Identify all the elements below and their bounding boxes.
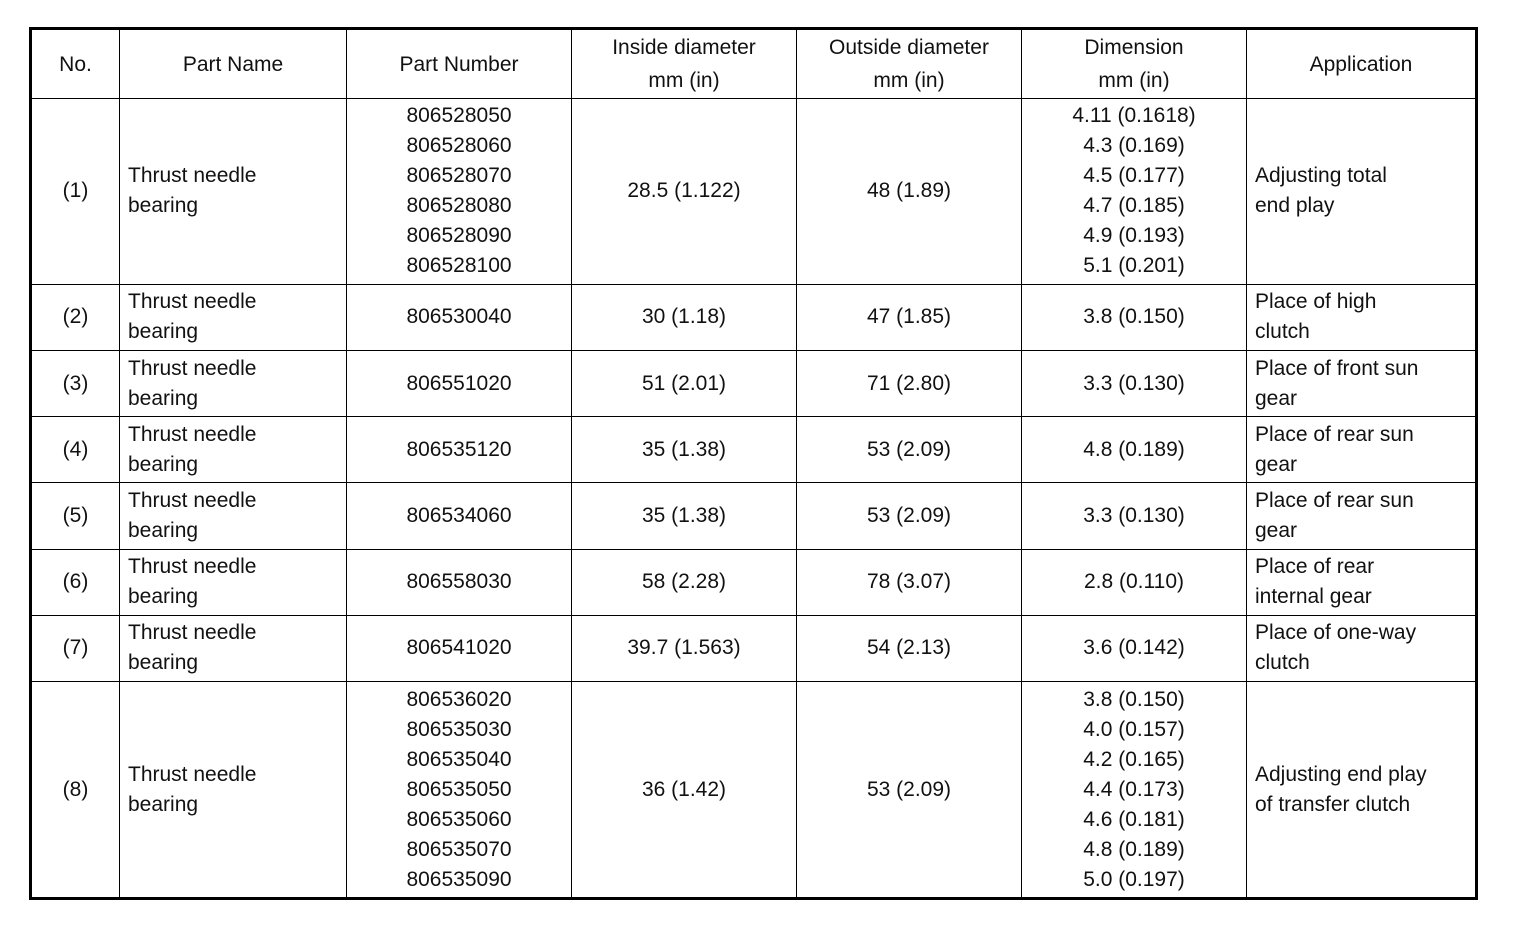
dimension-value: 4.5 (0.177) (1083, 164, 1185, 188)
cell-application (1247, 615, 1477, 681)
cell-dimension (1022, 284, 1247, 350)
part-number-value: 806534060 (406, 504, 512, 527)
part-number-value: 806530040 (406, 305, 512, 329)
dimension-value: 4.6 (0.181) (1083, 807, 1185, 831)
cell-inside-diameter: 30 (1.18) (572, 284, 797, 350)
part-name-line: bearing (128, 651, 199, 675)
dimension-value: 4.3 (0.169) (1083, 134, 1185, 158)
part-number-value: 806528070 (406, 164, 512, 188)
application-line: Adjusting total (1255, 164, 1387, 188)
cell-no: (7) (31, 615, 120, 681)
table-row (31, 483, 1477, 549)
application-line: clutch (1255, 651, 1310, 675)
cell-dimension (1022, 549, 1247, 615)
part-name-line: Thrust needle (128, 356, 257, 380)
header-text: Dimension (1084, 36, 1184, 59)
header-text: mm (in) (1098, 69, 1170, 92)
cell-part-number (347, 682, 572, 899)
cell-no: (6) (31, 549, 120, 615)
header-part-number (347, 29, 572, 99)
dimension-value: 4.4 (0.173) (1083, 777, 1185, 801)
cell-outside-diameter: 71 (2.80) (797, 350, 1022, 416)
header-row (31, 29, 1477, 99)
dimension-value: 2.8 (0.110) (1083, 570, 1184, 594)
cell-application (1247, 350, 1477, 416)
part-number-value: 806528060 (406, 134, 512, 158)
cell-outside-diameter: 53 (2.09) (797, 682, 1022, 899)
application-line: Place of rear sun (1255, 422, 1414, 446)
part-name-line: bearing (128, 452, 199, 476)
table-row (31, 682, 1477, 899)
cell-outside-diameter: 47 (1.85) (797, 284, 1022, 350)
table-row (31, 549, 1477, 615)
cell-no: (4) (31, 417, 120, 483)
dimension-value: 3.8 (0.150) (1083, 687, 1185, 711)
part-name-line: Thrust needle (128, 164, 257, 188)
header-outside-diameter (797, 29, 1022, 99)
header-text: Part Number (399, 52, 519, 76)
cell-outside-diameter: 53 (2.09) (797, 483, 1022, 549)
application-line: end play (1255, 194, 1335, 218)
part-number-value: 806535120 (406, 437, 512, 461)
cell-outside-diameter: 78 (3.07) (797, 549, 1022, 615)
header-no (31, 29, 120, 99)
header-part-name (120, 29, 347, 99)
application-line: clutch (1255, 320, 1310, 344)
cell-part-name (120, 483, 347, 549)
part-number-value: 806536020 (406, 687, 512, 711)
cell-inside-diameter: 35 (1.38) (572, 417, 797, 483)
dimension-value: 4.11 (0.1618) (1072, 104, 1196, 128)
cell-no: (1) (31, 99, 120, 285)
cell-dimension (1022, 615, 1247, 681)
part-name-line: Thrust needle (128, 621, 257, 645)
part-name-line: bearing (128, 585, 199, 609)
table-row (31, 615, 1477, 681)
part-number-value: 806551020 (406, 371, 512, 395)
application-line: gear (1255, 519, 1298, 542)
part-number-value: 806535070 (406, 837, 512, 861)
cell-inside-diameter: 35 (1.38) (572, 483, 797, 549)
cell-part-name (120, 417, 347, 483)
application-line: of transfer clutch (1255, 792, 1411, 816)
cell-inside-diameter: 28.5 (1.122) (572, 99, 797, 285)
header-text: Application (1309, 52, 1413, 76)
cell-part-name (120, 615, 347, 681)
application-line: Place of high (1255, 290, 1377, 314)
cell-outside-diameter: 48 (1.89) (797, 99, 1022, 285)
part-name-line: Thrust needle (128, 762, 257, 786)
part-number-value: 806528080 (406, 194, 512, 218)
dimension-value: 3.6 (0.142) (1083, 636, 1185, 660)
part-name-line: bearing (128, 792, 199, 816)
dimension-value: 3.3 (0.130) (1083, 371, 1185, 395)
dimension-value: 4.0 (0.157) (1083, 717, 1185, 741)
part-number-value: 806535050 (406, 777, 512, 801)
cell-part-number (347, 417, 572, 483)
header-text: mm (in) (648, 69, 720, 92)
header-text: Part Name (182, 52, 284, 76)
application-line: Place of rear (1255, 555, 1375, 579)
part-number-value: 806558030 (406, 570, 512, 594)
header-text: No. (59, 52, 92, 76)
part-name-line: bearing (128, 386, 199, 410)
table-row (31, 284, 1477, 350)
cell-part-number (347, 549, 572, 615)
dimension-value: 3.3 (0.130) (1083, 504, 1185, 527)
header-text: Inside diameter (612, 36, 756, 59)
cell-inside-diameter: 51 (2.01) (572, 350, 797, 416)
part-number-value: 806528050 (406, 104, 512, 128)
cell-part-number (347, 99, 572, 285)
part-number-value: 806535060 (406, 807, 512, 831)
cell-dimension (1022, 99, 1247, 285)
cell-no: (5) (31, 483, 120, 549)
cell-dimension (1022, 682, 1247, 899)
dimension-value: 4.2 (0.165) (1083, 747, 1185, 771)
dimension-value: 4.8 (0.189) (1083, 837, 1185, 861)
part-name-line: Thrust needle (128, 489, 257, 512)
cell-part-number (347, 284, 572, 350)
part-number-value: 806541020 (406, 636, 512, 660)
part-name-line: bearing (128, 194, 199, 218)
cell-inside-diameter: 36 (1.42) (572, 682, 797, 899)
header-inside-diameter (572, 29, 797, 99)
cell-part-name (120, 549, 347, 615)
cell-application (1247, 99, 1477, 285)
part-name-line: Thrust needle (128, 555, 257, 579)
header-application (1247, 29, 1477, 99)
cell-inside-diameter: 39.7 (1.563) (572, 615, 797, 681)
part-number-value: 806535030 (406, 717, 512, 741)
table-row (31, 99, 1477, 285)
application-line: gear (1255, 452, 1298, 476)
part-name-line: bearing (128, 320, 199, 344)
cell-application (1247, 483, 1477, 549)
part-name-line: Thrust needle (128, 422, 257, 446)
cell-part-number (347, 483, 572, 549)
part-name-line: bearing (128, 519, 199, 542)
dimension-value: 4.7 (0.185) (1083, 194, 1185, 218)
dimension-value: 3.8 (0.150) (1083, 305, 1185, 329)
part-number-value: 806535040 (406, 747, 512, 771)
part-number-value: 806535090 (406, 867, 512, 891)
dimension-value: 5.0 (0.197) (1083, 867, 1185, 891)
dimension-value: 4.9 (0.193) (1083, 224, 1185, 248)
application-line: Place of rear sun (1255, 489, 1414, 512)
table-row (31, 417, 1477, 483)
cell-no: (2) (31, 284, 120, 350)
header-dimension (1022, 29, 1247, 99)
cell-part-number (347, 615, 572, 681)
part-name-line: Thrust needle (128, 290, 257, 314)
cell-dimension (1022, 417, 1247, 483)
cell-application (1247, 417, 1477, 483)
header-text: Outside diameter (829, 36, 989, 59)
application-line: Place of front sun (1255, 356, 1419, 380)
bearing-spec-table (29, 27, 1478, 900)
part-number-value: 806528100 (406, 254, 512, 278)
header-text: mm (in) (873, 69, 945, 92)
cell-dimension (1022, 483, 1247, 549)
cell-dimension (1022, 350, 1247, 416)
cell-no: (8) (31, 682, 120, 899)
dimension-value: 4.8 (0.189) (1083, 437, 1185, 461)
cell-part-name (120, 284, 347, 350)
cell-no: (3) (31, 350, 120, 416)
cell-outside-diameter: 54 (2.13) (797, 615, 1022, 681)
cell-outside-diameter: 53 (2.09) (797, 417, 1022, 483)
cell-application (1247, 549, 1477, 615)
cell-application (1247, 682, 1477, 899)
cell-part-name (120, 682, 347, 899)
cell-part-name (120, 350, 347, 416)
application-line: internal gear (1255, 585, 1372, 609)
table-row (31, 350, 1477, 416)
application-line: Place of one-way (1255, 621, 1417, 645)
cell-part-name (120, 99, 347, 285)
dimension-value: 5.1 (0.201) (1083, 254, 1185, 278)
application-line: gear (1255, 386, 1298, 410)
cell-application (1247, 284, 1477, 350)
cell-part-number (347, 350, 572, 416)
table-body (31, 99, 1477, 899)
application-line: Adjusting end play (1255, 762, 1427, 786)
part-number-value: 806528090 (406, 224, 512, 248)
cell-inside-diameter: 58 (2.28) (572, 549, 797, 615)
